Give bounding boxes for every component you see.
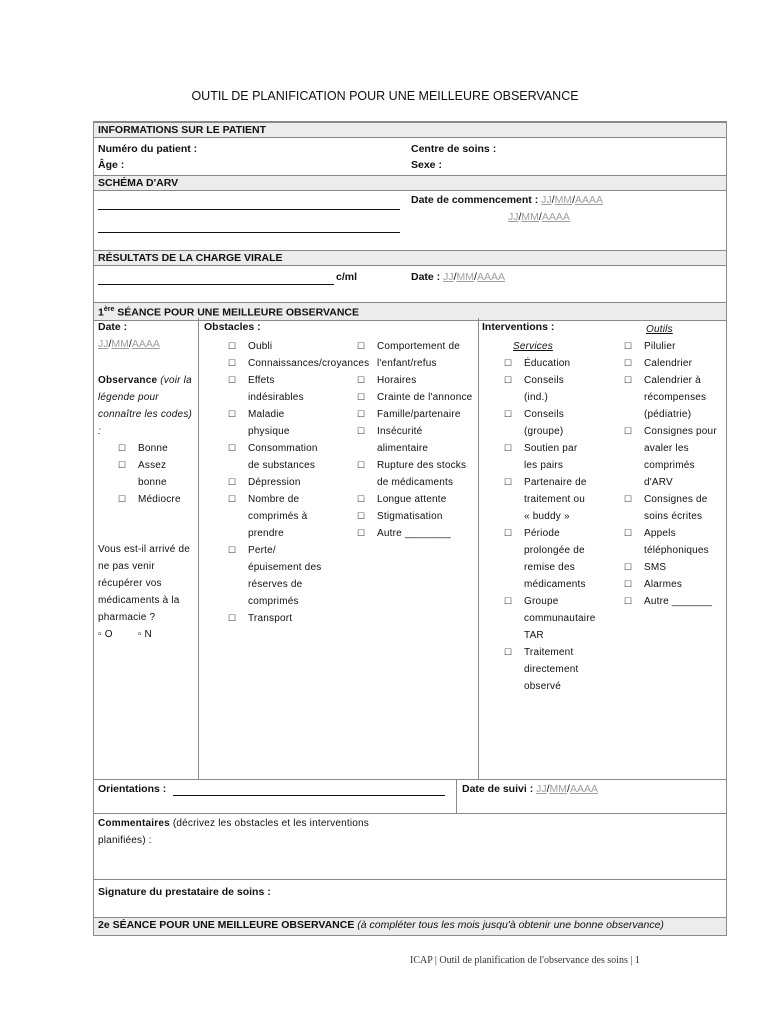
arv-line-2[interactable] xyxy=(98,232,400,233)
date-day-placeholder: JJ xyxy=(536,783,547,795)
observance-option-fair[interactable] xyxy=(118,457,196,491)
checkbox-icon[interactable]: ☐ xyxy=(228,545,237,555)
session2-title: 2e SÉANCE POUR UNE MEILLEURE OBSERVANCE xyxy=(98,919,355,931)
checkbox-icon[interactable]: ☐ xyxy=(624,494,633,504)
observance-label: Observance xyxy=(98,375,158,386)
date-separator: / xyxy=(567,783,570,795)
checklist-item-label: Crainte de l'annonce xyxy=(377,392,473,403)
tools-list xyxy=(624,338,724,610)
divider xyxy=(94,813,726,814)
checklist-item-label: Alarmes xyxy=(644,579,683,590)
date-month-placeholder: MM xyxy=(521,211,539,223)
checklist-item-label: Nombre de comprimés à prendre xyxy=(248,494,308,539)
checklist-item[interactable] xyxy=(357,491,473,508)
checklist-item-label: Comportement de l'enfant/refus xyxy=(377,341,461,369)
checklist-item[interactable] xyxy=(357,457,473,491)
checklist-item-label: Dépression xyxy=(248,477,301,488)
obstacles-list-1 xyxy=(228,338,370,627)
obstacles-label: Obstacles : xyxy=(204,321,261,333)
session2-note: (à compléter tous les mois jusqu'à obtenir une bonne observance) xyxy=(354,919,664,931)
checkbox-icon[interactable]: ☐ xyxy=(624,562,633,572)
date-day-placeholder: JJ xyxy=(443,271,454,283)
checklist-item[interactable] xyxy=(228,610,326,627)
date-year-placeholder: AAAA xyxy=(574,194,603,206)
date-separator: / xyxy=(572,194,575,206)
checklist-item-label: Rupture des stocks de médicaments xyxy=(377,460,467,488)
checklist-item-label: Stigmatisation xyxy=(377,511,443,522)
page-title: OUTIL DE PLANIFICATION POUR UNE MEILLEURE OBSERVANCE xyxy=(191,89,579,103)
yes-checkbox[interactable]: ▫ O xyxy=(98,629,113,640)
checklist-item-label: Insécurité alimentaire xyxy=(377,426,429,454)
viral-load-line[interactable] xyxy=(98,284,334,285)
date-separator: / xyxy=(474,271,477,283)
checkbox-icon[interactable]: ☐ xyxy=(357,528,366,538)
divider xyxy=(94,879,726,880)
divider xyxy=(94,779,726,780)
checkbox-icon[interactable]: ☐ xyxy=(624,596,633,606)
observance-option-good[interactable] xyxy=(118,440,196,457)
checklist-item-label: Consommation de substances xyxy=(248,443,318,471)
no-checkbox[interactable]: ▫ N xyxy=(137,629,152,640)
checklist-item-label: Horaires xyxy=(377,375,417,386)
session1-section-header xyxy=(94,302,726,321)
checkbox-icon[interactable]: ☐ xyxy=(357,460,366,470)
checkbox-icon[interactable]: ☐ xyxy=(624,341,633,351)
services-label: Services xyxy=(513,341,553,352)
form-frame xyxy=(93,121,727,936)
checkbox-icon[interactable]: ☐ xyxy=(504,528,513,538)
checkbox-icon[interactable]: ☐ xyxy=(228,443,237,453)
session2-section-header xyxy=(94,917,726,935)
date-year-placeholder: AAAA xyxy=(569,783,598,795)
viral-load-date[interactable] xyxy=(411,271,505,283)
checkbox-icon[interactable]: ☐ xyxy=(504,358,513,368)
checkbox-icon[interactable]: ☐ xyxy=(504,409,513,419)
session1-date[interactable] xyxy=(98,338,160,350)
checklist-item-label: Consignes de soins écrites xyxy=(644,494,708,522)
checklist-item[interactable] xyxy=(624,525,724,559)
checklist-item[interactable] xyxy=(624,355,724,372)
checkbox-icon[interactable]: ☐ xyxy=(504,477,513,487)
checklist-item[interactable] xyxy=(504,525,590,593)
checkbox-icon[interactable]: ☐ xyxy=(118,443,127,453)
checkbox-icon[interactable]: ☐ xyxy=(357,392,366,402)
pharmacy-question: Vous est-il arrivé de ne pas venir récupérer vos médicaments à la pharmacie ? xyxy=(98,544,191,623)
date-separator: / xyxy=(551,194,555,206)
viral-load-unit: c/ml xyxy=(336,271,358,283)
observance-option-poor[interactable] xyxy=(118,491,196,508)
viral-load-section-header: RÉSULTATS DE LA CHARGE VIRALE xyxy=(94,250,726,266)
orientations-line[interactable] xyxy=(173,795,445,796)
checklist-item-label: Maladie physique xyxy=(248,409,290,437)
checklist-item[interactable] xyxy=(357,338,473,372)
interventions-label: Interventions : xyxy=(482,321,555,333)
checklist-item[interactable] xyxy=(504,644,590,695)
date-month-placeholder: MM xyxy=(554,194,573,206)
checklist-item-label: Perte/épuisement des réserves de comprimés xyxy=(248,545,322,607)
checklist-item[interactable] xyxy=(228,372,326,406)
checkbox-icon[interactable]: ☐ xyxy=(504,375,513,385)
date-separator: / xyxy=(518,211,522,223)
checkbox-icon[interactable]: ☐ xyxy=(624,579,633,589)
date-day-placeholder: JJ xyxy=(98,338,109,350)
checklist-item-label: Autre ________ xyxy=(377,528,451,539)
checklist-item-label: Autre _______ xyxy=(644,596,713,607)
checklist-item-label: Pilulier xyxy=(644,341,676,352)
date-separator: / xyxy=(546,783,550,795)
checkbox-icon[interactable]: ☐ xyxy=(357,494,366,504)
checklist-item[interactable] xyxy=(357,372,473,389)
checklist-item-label: Traitement directement observé xyxy=(524,647,579,692)
checklist-item[interactable] xyxy=(357,389,473,406)
checklist-item[interactable] xyxy=(624,423,724,491)
checkbox-icon[interactable]: ☐ xyxy=(228,341,237,351)
option-label: Assez bonne xyxy=(138,460,167,488)
checklist-item[interactable] xyxy=(357,423,473,457)
patient-section-header: INFORMATIONS SUR LE PATIENT xyxy=(94,122,726,138)
checklist-item[interactable] xyxy=(624,576,724,593)
date-year-placeholder: AAAA xyxy=(476,271,505,283)
checklist-item[interactable] xyxy=(357,406,473,423)
yes-label: O xyxy=(104,629,113,640)
observance-note: (voir la légende pour connaître les codes) : xyxy=(98,375,193,437)
checklist-item[interactable] xyxy=(504,355,590,372)
checkbox-icon[interactable]: ☐ xyxy=(228,477,237,487)
checkbox-icon[interactable]: ☐ xyxy=(118,494,127,504)
checkbox-icon[interactable]: ☐ xyxy=(624,426,633,436)
checklist-item[interactable] xyxy=(357,508,473,525)
date-month-placeholder: MM xyxy=(456,271,475,283)
checklist-item[interactable] xyxy=(624,593,724,610)
checklist-item[interactable] xyxy=(504,593,596,644)
checkbox-icon[interactable]: ☐ xyxy=(357,409,366,419)
checkbox-icon[interactable]: ☐ xyxy=(357,511,366,521)
checklist-item[interactable] xyxy=(228,542,326,610)
col-divider-2 xyxy=(478,318,479,779)
checkbox-icon[interactable]: ☐ xyxy=(228,494,237,504)
checkbox-icon[interactable]: ☐ xyxy=(228,358,237,368)
session1-ordinal: ère xyxy=(103,306,115,313)
checkbox-icon[interactable]: ☐ xyxy=(624,358,633,368)
date-year-placeholder: AAAA xyxy=(541,211,570,223)
session1-number: 1 xyxy=(98,306,104,319)
date-month-placeholder: MM xyxy=(549,783,568,795)
checklist-item-label: Famille/partenaire xyxy=(377,409,461,420)
checklist-item[interactable] xyxy=(228,406,326,440)
checkbox-icon[interactable]: ☐ xyxy=(228,409,237,419)
checklist-item[interactable] xyxy=(228,474,326,491)
checklist-item[interactable] xyxy=(228,440,326,474)
checklist-item[interactable] xyxy=(624,559,724,576)
checklist-item-label: Période prolongée de remise des médicaments xyxy=(524,528,586,590)
checklist-item-label: SMS xyxy=(644,562,667,573)
checklist-item-label: Oubli xyxy=(248,341,273,352)
checkbox-icon[interactable]: ☐ xyxy=(504,596,513,606)
arv-line-1[interactable] xyxy=(98,209,400,210)
checklist-item-label: Groupe communautaire TAR xyxy=(524,596,596,641)
checklist-item-label: Éducation xyxy=(524,358,571,369)
pharmacy-answer xyxy=(98,626,196,643)
checklist-item[interactable] xyxy=(504,440,590,474)
option-label: Médiocre xyxy=(138,494,181,505)
checklist-item[interactable] xyxy=(504,474,590,525)
comments-label: Commentaires xyxy=(98,818,170,829)
sex-label[interactable]: Sexe : xyxy=(411,159,442,171)
no-label: N xyxy=(144,629,152,640)
checkbox-icon[interactable]: ☐ xyxy=(504,443,513,453)
orientations-field[interactable] xyxy=(98,783,166,795)
checklist-item-label: Effets indésirables xyxy=(248,375,304,403)
checklist-item[interactable] xyxy=(504,406,590,440)
checkbox-icon[interactable]: ☐ xyxy=(624,375,633,385)
checkbox-icon[interactable]: ☐ xyxy=(357,375,366,385)
arv-start-date-label: Date de commencement : xyxy=(411,194,539,206)
checklist-item[interactable] xyxy=(228,338,326,355)
option-label: Bonne xyxy=(138,443,168,454)
checklist-item[interactable] xyxy=(228,355,370,372)
date-year-placeholder: AAAA xyxy=(131,338,160,350)
patient-age-label[interactable]: Âge : xyxy=(98,159,125,171)
date-day-placeholder: JJ xyxy=(541,194,552,206)
checklist-item-label: Conseils (groupe) xyxy=(524,409,564,437)
checkbox-icon[interactable]: ☐ xyxy=(504,647,513,657)
checklist-item[interactable] xyxy=(624,338,724,355)
follow-up-date[interactable] xyxy=(462,783,598,795)
viral-load-date-label: Date : xyxy=(411,271,441,283)
checkbox-icon[interactable]: ☐ xyxy=(624,528,633,538)
col-divider-1 xyxy=(198,318,199,779)
tools-label: Outils xyxy=(646,324,673,335)
checklist-item[interactable] xyxy=(624,372,724,423)
comments-note: (décrivez les obstacles et les interventions planifiées) : xyxy=(98,818,369,846)
checklist-item-label: Soutien par les pairs xyxy=(524,443,578,471)
orientations-label: Orientations : xyxy=(98,783,167,795)
signature-label[interactable]: Signature du prestataire de soins : xyxy=(98,886,271,898)
checkbox-icon[interactable]: ☐ xyxy=(118,460,127,470)
checklist-item-label: Consignes pour avaler les comprimés d'ARV xyxy=(644,426,717,488)
obstacles-list-2 xyxy=(357,338,473,542)
checklist-item-label: Transport xyxy=(248,613,293,624)
patient-number-label[interactable]: Numéro du patient : xyxy=(98,143,198,155)
follow-up-label: Date de suivi : xyxy=(462,783,534,795)
checklist-item-label: Longue attente xyxy=(377,494,447,505)
checklist-item[interactable] xyxy=(504,372,590,406)
session1-date-label: Date : xyxy=(98,321,128,333)
arv-date-2[interactable] xyxy=(508,211,570,223)
date-separator: / xyxy=(453,271,457,283)
date-month-placeholder: MM xyxy=(111,338,129,350)
arv-start-date[interactable] xyxy=(411,194,603,206)
page-footer: ICAP | Outil de planification de l'observance des soins | 1 xyxy=(410,955,640,966)
comments-field[interactable] xyxy=(98,815,418,849)
session1-title: SÉANCE POUR UNE MEILLEURE OBSERVANCE xyxy=(114,306,360,319)
date-separator: / xyxy=(538,211,542,223)
date-day-placeholder: JJ xyxy=(508,211,519,223)
checklist-item[interactable] xyxy=(624,491,724,525)
col-divider-3 xyxy=(456,779,457,813)
checkbox-icon[interactable]: ☐ xyxy=(228,375,237,385)
checkbox-icon[interactable]: ☐ xyxy=(228,613,237,623)
date-separator: / xyxy=(108,338,112,350)
checklist-item[interactable] xyxy=(357,525,473,542)
checklist-item-label: Conseils (ind.) xyxy=(524,375,564,403)
date-separator: / xyxy=(128,338,132,350)
checkbox-icon[interactable]: ☐ xyxy=(357,341,366,351)
observance-options xyxy=(118,440,196,508)
checkbox-icon[interactable]: ☐ xyxy=(357,426,366,436)
care-center-label[interactable]: Centre de soins : xyxy=(411,143,497,155)
observance-block xyxy=(98,372,196,440)
arv-section-header: SCHÉMA D'ARV xyxy=(94,175,726,191)
checklist-item-label: Connaissances/croyances xyxy=(248,358,370,369)
checklist-item-label: Calendrier à récompenses (pédiatrie) xyxy=(644,375,707,420)
checklist-item-label: Calendrier xyxy=(644,358,693,369)
services-list xyxy=(504,355,596,695)
checklist-item-label: Partenaire de traitement ou « buddy » xyxy=(524,477,587,522)
checklist-item[interactable] xyxy=(228,491,326,542)
checklist-item-label: Appels téléphoniques xyxy=(644,528,709,556)
